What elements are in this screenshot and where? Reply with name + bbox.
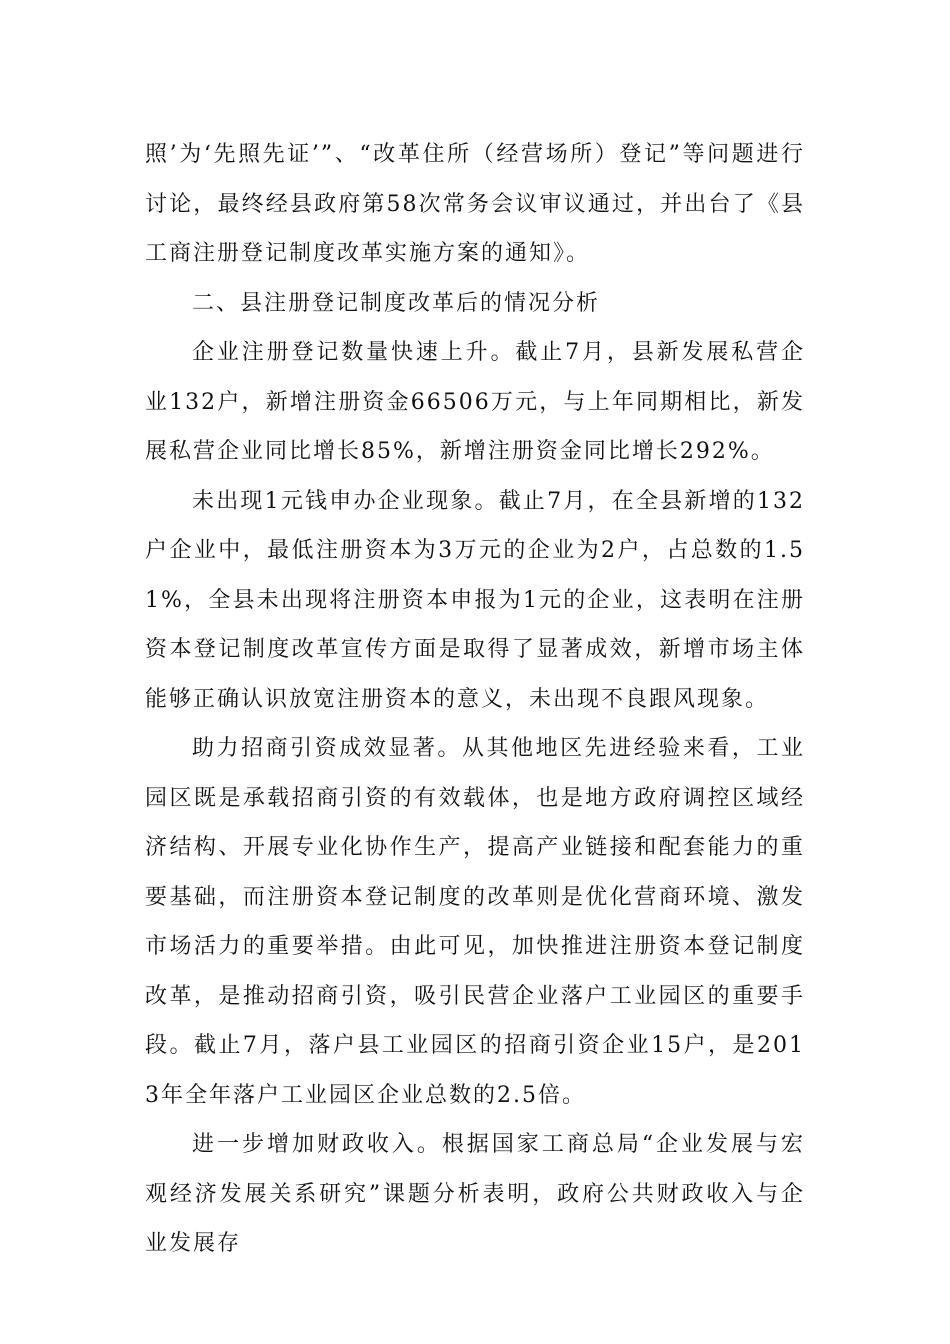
paragraph-no-one-yuan: 未出现1元钱申办企业现象。截止7月，在全县新增的132户企业中，最低注册资本为3万元的企业为2户，占总数的1.51%，全县未出现将注册资本申报为1元的企业，这表明在注册资本登记制度改革宣传方面是取得了显著成效，新增市场主体能够正确认识放宽注册资本的意义，未出现不良跟风现象。 — [145, 488, 805, 712]
paragraph-fiscal-revenue: 进一步增加财政收入。根据国家工商总局“企业发展与宏观经济发展关系研究”课题分析表明，政府公共财政收入与企业发展存 — [145, 1132, 805, 1256]
document-page — [145, 130, 805, 1269]
paragraph-investment: 助力招商引资成效显著。从其他地区先进经验来看，工业园区既是承载招商引资的有效载体，也是地方政府调控区域经济结构、开展专业化协作生产，提高产业链接和配套能力的重要基础，而注册资本登记制度的改革则是优化营商环境、激发市场活力的重要举措。由此可见，加快推进注册资本登记制度改革，是推动招商引资，吸引民营企业落户工业园区的重要手段。截止7月，落户县工业园区的招商引资企业15户，是2013年全年落户工业园区企业总数的2.5倍。 — [145, 736, 805, 1108]
paragraph-continuation: 照’为‘先照先证’”、“改革住所（经营场所）登记”等问题进行讨论，最终经县政府第58次常务会议审议通过，并出台了《县工商注册登记制度改革实施方案的通知》。 — [145, 142, 805, 266]
section-heading: 二、县注册登记制度改革后的情况分析 — [192, 290, 601, 316]
paragraph-registration-growth: 企业注册登记数量快速上升。截止7月，县新发展私营企业132户，新增注册资金66506万元，与上年同期相比，新发展私营企业同比增长85%，新增注册资金同比增长292%。 — [145, 340, 805, 464]
